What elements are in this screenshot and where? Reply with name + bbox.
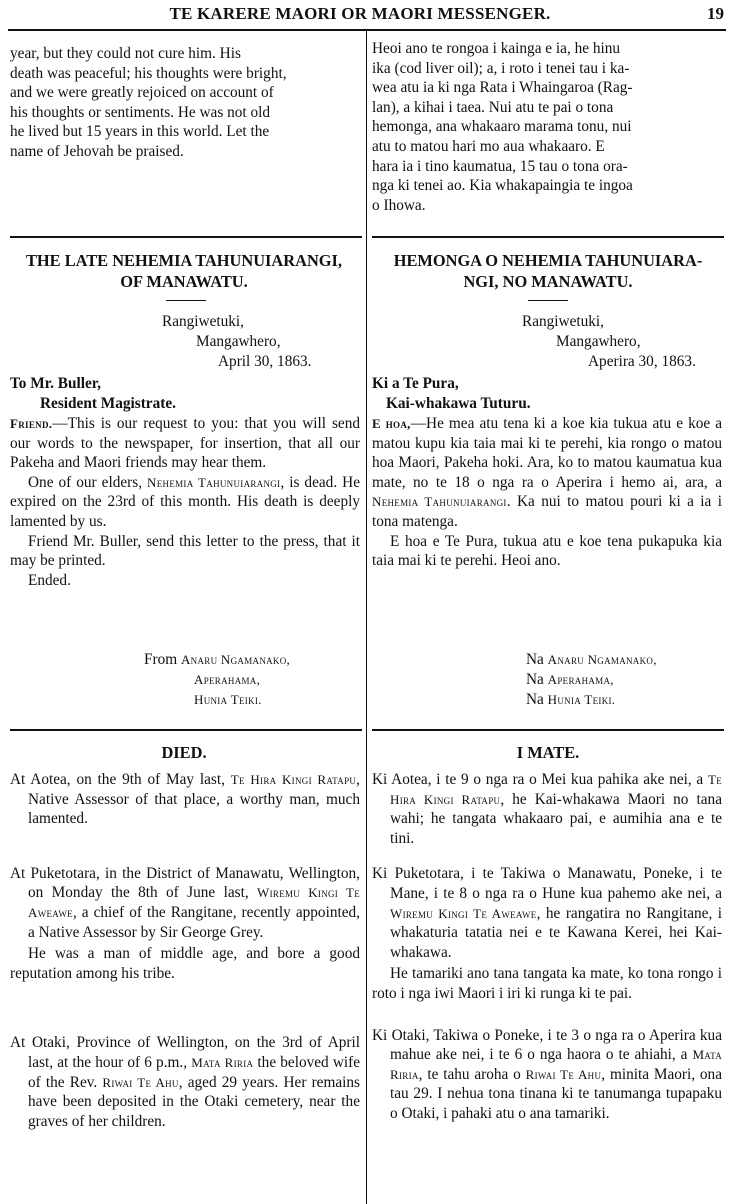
paragraph-text: —He mea atu tena ki a koe kia tukua atu e koe a matou kupu kia taia mai ki te perehi, kia rongo o matou hoa Maori, Pakeha hoki. Ara, ko to matou kaumatua kua mate, no te 18 o nga ra o Aperira i hemo ai, ara, a <box>372 415 722 491</box>
column-divider <box>366 30 367 1204</box>
person-name: Nehemia Tahunuiarangi <box>372 494 507 510</box>
continuation-maori <box>372 39 722 215</box>
entry-text: the beloved wife of the Rev. <box>28 1053 361 1091</box>
section-rule <box>372 729 724 731</box>
entry-text: , minita Maori, ona tau 29. I nehua tona tinana ki te tanumanga tupapaku o Otaki, i pahaki atu o ana tamariki. <box>390 1065 722 1122</box>
address-place: Mangawhero, <box>556 333 641 350</box>
letter-body <box>372 414 722 571</box>
title-line: NGI, NO MANAWATU. <box>463 272 633 291</box>
text-line: Heoi ano te rongoa i kainga e ia, he hinu <box>372 40 621 57</box>
entry-text: At Otaki, Province of Wellington, on the 3rd of April last, at the hour of 6 p.m., <box>10 1034 360 1071</box>
signature <box>526 650 657 670</box>
paragraph <box>10 473 360 532</box>
text-line: his thoughts or sentiments. He was not old <box>10 103 271 121</box>
signature <box>526 690 615 710</box>
paragraph-text: , is dead. He expired on the 23rd of this month. His death is deeply lamented by us. <box>10 473 360 530</box>
entry-text: , he Kai-whakawa Maori no tana wahi; he tangata whakaaro pai, e aumihia ana e te tini. <box>390 790 722 847</box>
entry-text: Ki Puketotara, i te Takiwa o Manawatu, Poneke, i te Mane, i te 8 o nga ra o Hune kua pahemo ake nei, a <box>372 865 722 902</box>
text-line: nga ki tenei ao. Kia whakapaingia te ingoa <box>372 177 633 195</box>
died-maori <box>372 770 722 1124</box>
address-place: Rangiwetuki, <box>522 313 604 330</box>
header-rule <box>8 29 726 31</box>
obituary-entry <box>10 1033 360 1131</box>
signature-prefix: Na <box>526 691 548 708</box>
person-name: Riwai Te Ahu <box>525 1066 602 1082</box>
addressee-title: Kai-whakawa Tuturu. <box>386 395 531 412</box>
salutation: Friend. <box>10 416 53 431</box>
entry-text: , Native Assessor of that place, a worthy man, much lamented. <box>28 771 360 828</box>
addressee: To Mr. Buller, <box>10 375 101 392</box>
section-rule <box>10 729 362 731</box>
salutation: E hoa, <box>372 416 411 431</box>
newspaper-title: TE KARERE MAORI OR MAORI MESSENGER. <box>169 4 551 23</box>
text-line: lan), a kihai i taea. Nui atu te pai o tona <box>372 98 614 116</box>
person-name: Te Hira Kingi Ratapu <box>390 772 722 807</box>
entry-text: At Puketotara, in the District of Manawatu, Wellington, on Monday the 8th of June last, <box>10 864 360 902</box>
signature <box>526 670 614 690</box>
text-line: year, but they could not cure him. His <box>10 45 241 62</box>
text-line: name of Jehovah be praised. <box>10 142 184 160</box>
paragraph: E hoa e Te Pura, tukua atu e koe tena pukapuka kia taia mai ki te perehi. Heoi ano. <box>372 532 722 570</box>
text-line: and we were greatly rejoiced on account of <box>10 84 274 102</box>
letter-date: Aperira 30, 1863. <box>588 353 696 370</box>
title-line: THE LATE NEHEMIA TAHUNUIARANGI, <box>25 251 343 270</box>
signature-name: Aperahama, <box>547 672 614 687</box>
person-name: Nehemia Tahunuiarangi <box>147 474 281 490</box>
person-name: Riwai Te Ahu <box>102 1074 179 1090</box>
died-title-english: DIED. <box>161 743 207 762</box>
title-line: OF MANAWATU. <box>120 272 248 291</box>
letter-title-maori <box>372 250 724 292</box>
signature-prefix: Na <box>526 671 548 688</box>
text-line: atu to matou hari mo aua whakaaro. E <box>372 137 605 155</box>
entry-text: , aged 29 years. Her remains have been deposited in the Otaki cemetery, near the graves of her children. <box>28 1073 361 1130</box>
person-name: Wiremu Kingi Te Aweawe <box>28 885 360 920</box>
addressee: Ki a Te Pura, <box>372 375 459 392</box>
paragraph: Friend Mr. Buller, send this letter to the press, that it may be printed. <box>10 532 360 570</box>
text-line: hemonga, ana whakaaro marama tonu, nui <box>372 118 632 136</box>
signature-prefix: Na <box>526 651 548 668</box>
title-line: HEMONGA O NEHEMIA TAHUNUIARA- <box>393 251 703 270</box>
obituary-entry <box>10 864 360 942</box>
text-line: death was peaceful; his thoughts were bright, <box>10 64 287 82</box>
text-line: ika (cod liver oil); a, i roto i tenei tau i ka- <box>372 59 630 77</box>
person-name: Mata Riria <box>390 1047 722 1082</box>
addressee-title: Resident Magistrate. <box>40 395 176 412</box>
paragraph-text: —This is our request to you: that you will send our words to the newspaper, for insertion, that all our Pakeha and Maori friends may hear them. <box>10 415 360 472</box>
obituary-entry <box>372 770 722 848</box>
page-number: 19 <box>707 4 724 23</box>
entry-text: , he rangatira no Rangitane, i whakaturia tatatia nei e te Kawana Kerei, hei Kai-whakawa. <box>390 904 723 961</box>
letter-date: April 30, 1863. <box>218 353 312 370</box>
continuation-english <box>10 44 360 162</box>
text-line: wea atu ia ki nga Rata i Whaingaroa (Rag- <box>372 79 633 97</box>
obituary-entry <box>372 1026 722 1124</box>
text-line: o Ihowa. <box>372 196 426 214</box>
text-line: he lived but 15 years in this world. Let the <box>10 123 270 141</box>
person-name: Wiremu Kingi Te Aweawe <box>390 905 537 921</box>
signature-name: Aperahama, <box>194 672 261 687</box>
letter-title-english <box>8 250 360 292</box>
signature-name: Hunia Teiki. <box>547 692 616 707</box>
paragraph: He was a man of middle age, and bore a good reputation among his tribe. <box>10 945 360 982</box>
entry-text: Ki Aotea, i te 9 o nga ra o Mei kua pahika ake nei, a <box>372 771 708 788</box>
paragraph <box>10 414 360 473</box>
paragraph <box>372 414 722 532</box>
paragraph: Ended. <box>28 571 71 589</box>
section-rule <box>10 236 362 238</box>
signature-prefix: From <box>144 651 181 668</box>
entry-text: Ki Otaki, Takiwa o Poneke, i te 3 o nga ra o Aperira kua mahue ake nei, i te 6 o nga haora o te ahiahi, a <box>372 1026 722 1064</box>
signature-name: Hunia Teiki. <box>194 692 262 707</box>
entry-text: At Aotea, on the 9th of May last, <box>10 771 231 788</box>
paragraph-text: . Ka nui to matou pouri ki a ia i tona matenga. <box>372 493 722 530</box>
entry-text: , te tahu aroha o <box>418 1065 526 1083</box>
died-english <box>10 770 360 1131</box>
short-rule <box>528 300 568 301</box>
page-header <box>0 2 734 28</box>
person-name: Mata Riria <box>191 1054 254 1070</box>
section-rule <box>372 236 724 238</box>
short-rule <box>166 300 206 301</box>
paragraph: He tamariki ano tana tangata ka mate, ko tona rongo i roto i nga iwi Maori i iri ki runga ki te pai. <box>372 965 722 1002</box>
signature <box>144 650 290 670</box>
letter-body <box>10 414 360 590</box>
address-place: Mangawhero, <box>196 333 281 350</box>
died-title-maori: I MATE. <box>516 743 580 762</box>
obituary-entry <box>372 864 722 962</box>
text-line: hara ia i tino kaumatua, 15 tau o tona ora- <box>372 157 628 175</box>
entry-text: , a chief of the Rangitane, recently appointed, a Native Assessor by Sir George Grey. <box>28 903 360 941</box>
person-name: Te Hira Kingi Ratapu <box>230 772 357 787</box>
address-place: Rangiwetuki, <box>162 313 244 330</box>
obituary-entry <box>10 770 360 829</box>
paragraph-text: One of our elders, <box>28 473 148 491</box>
signature-name: Anaru Ngamanako, <box>547 652 657 667</box>
signature-name: Anaru Ngamanako, <box>180 652 291 667</box>
